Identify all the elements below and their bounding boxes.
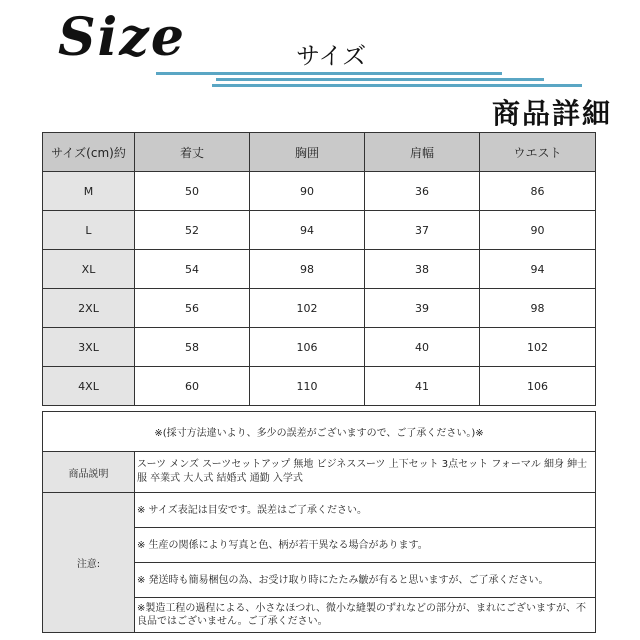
table-cell: 90 [480, 211, 596, 250]
decorative-line [216, 78, 544, 81]
column-header: サイズ(cm)約 [43, 133, 135, 172]
decorative-line [156, 72, 502, 75]
table-cell: 98 [250, 250, 365, 289]
size-label: 2XL [43, 289, 135, 328]
note-row [43, 493, 596, 528]
decorative-line [212, 84, 582, 87]
column-header: 胸囲 [250, 133, 365, 172]
table-cell: 94 [480, 250, 596, 289]
table-row [43, 289, 596, 328]
column-header: ウエスト [480, 133, 596, 172]
table-cell: 110 [250, 367, 365, 406]
info-table [42, 411, 596, 633]
table-row [43, 211, 596, 250]
table-row [43, 250, 596, 289]
description-text: スーツ メンズ スーツセットアップ 無地 ビジネススーツ 上下セット 3点セット フォーマル 細身 紳士服 卒業式 大人式 結婚式 通勤 入学式 [135, 452, 596, 493]
table-cell: 56 [135, 289, 250, 328]
table-cell: 58 [135, 328, 250, 367]
table-cell: 50 [135, 172, 250, 211]
size-logo: Size [58, 7, 186, 68]
table-cell: 60 [135, 367, 250, 406]
table-cell: 39 [365, 289, 480, 328]
table-cell: 86 [480, 172, 596, 211]
table-cell: 102 [480, 328, 596, 367]
note-item: ※ 発送時も簡易梱包の為、お受け取り時にたたみ皺が有ると思いますが、ご了承ください。 [135, 563, 596, 598]
table-cell: 94 [250, 211, 365, 250]
size-label: 4XL [43, 367, 135, 406]
description-label: 商品説明 [43, 452, 135, 493]
notes-label: 注意: [43, 493, 135, 633]
size-label: L [43, 211, 135, 250]
column-header: 肩幅 [365, 133, 480, 172]
table-cell: 52 [135, 211, 250, 250]
section-title: 商品詳細 [491, 97, 612, 130]
measure-note-row [43, 412, 596, 452]
table-row [43, 367, 596, 406]
size-label: 3XL [43, 328, 135, 367]
table-cell: 40 [365, 328, 480, 367]
table-row [43, 328, 596, 367]
note-item: ※ サイズ表記は目安です。誤差はご了承ください。 [135, 493, 596, 528]
table-cell: 54 [135, 250, 250, 289]
table-cell: 102 [250, 289, 365, 328]
measure-note: ※(採寸方法違いより、多少の誤差がございますので、ご了承ください。)※ [43, 412, 596, 452]
size-label: XL [43, 250, 135, 289]
table-cell: 106 [480, 367, 596, 406]
table-cell: 106 [250, 328, 365, 367]
subtitle: サイズ [296, 42, 367, 70]
table-header-row [43, 133, 596, 172]
note-item: ※ 生産の関係により写真と色、柄が若干異なる場合があります。 [135, 528, 596, 563]
table-cell: 98 [480, 289, 596, 328]
table-row [43, 172, 596, 211]
size-table [42, 132, 596, 406]
note-item: ※製造工程の過程による、小さなほつれ、微小な縫製のずれなどの部分が、まれにございますが、不良品ではございません。ご了承ください。 [135, 598, 596, 633]
column-header: 着丈 [135, 133, 250, 172]
table-cell: 41 [365, 367, 480, 406]
size-label: M [43, 172, 135, 211]
table-cell: 37 [365, 211, 480, 250]
table-cell: 38 [365, 250, 480, 289]
table-cell: 90 [250, 172, 365, 211]
table-cell: 36 [365, 172, 480, 211]
description-row [43, 452, 596, 493]
